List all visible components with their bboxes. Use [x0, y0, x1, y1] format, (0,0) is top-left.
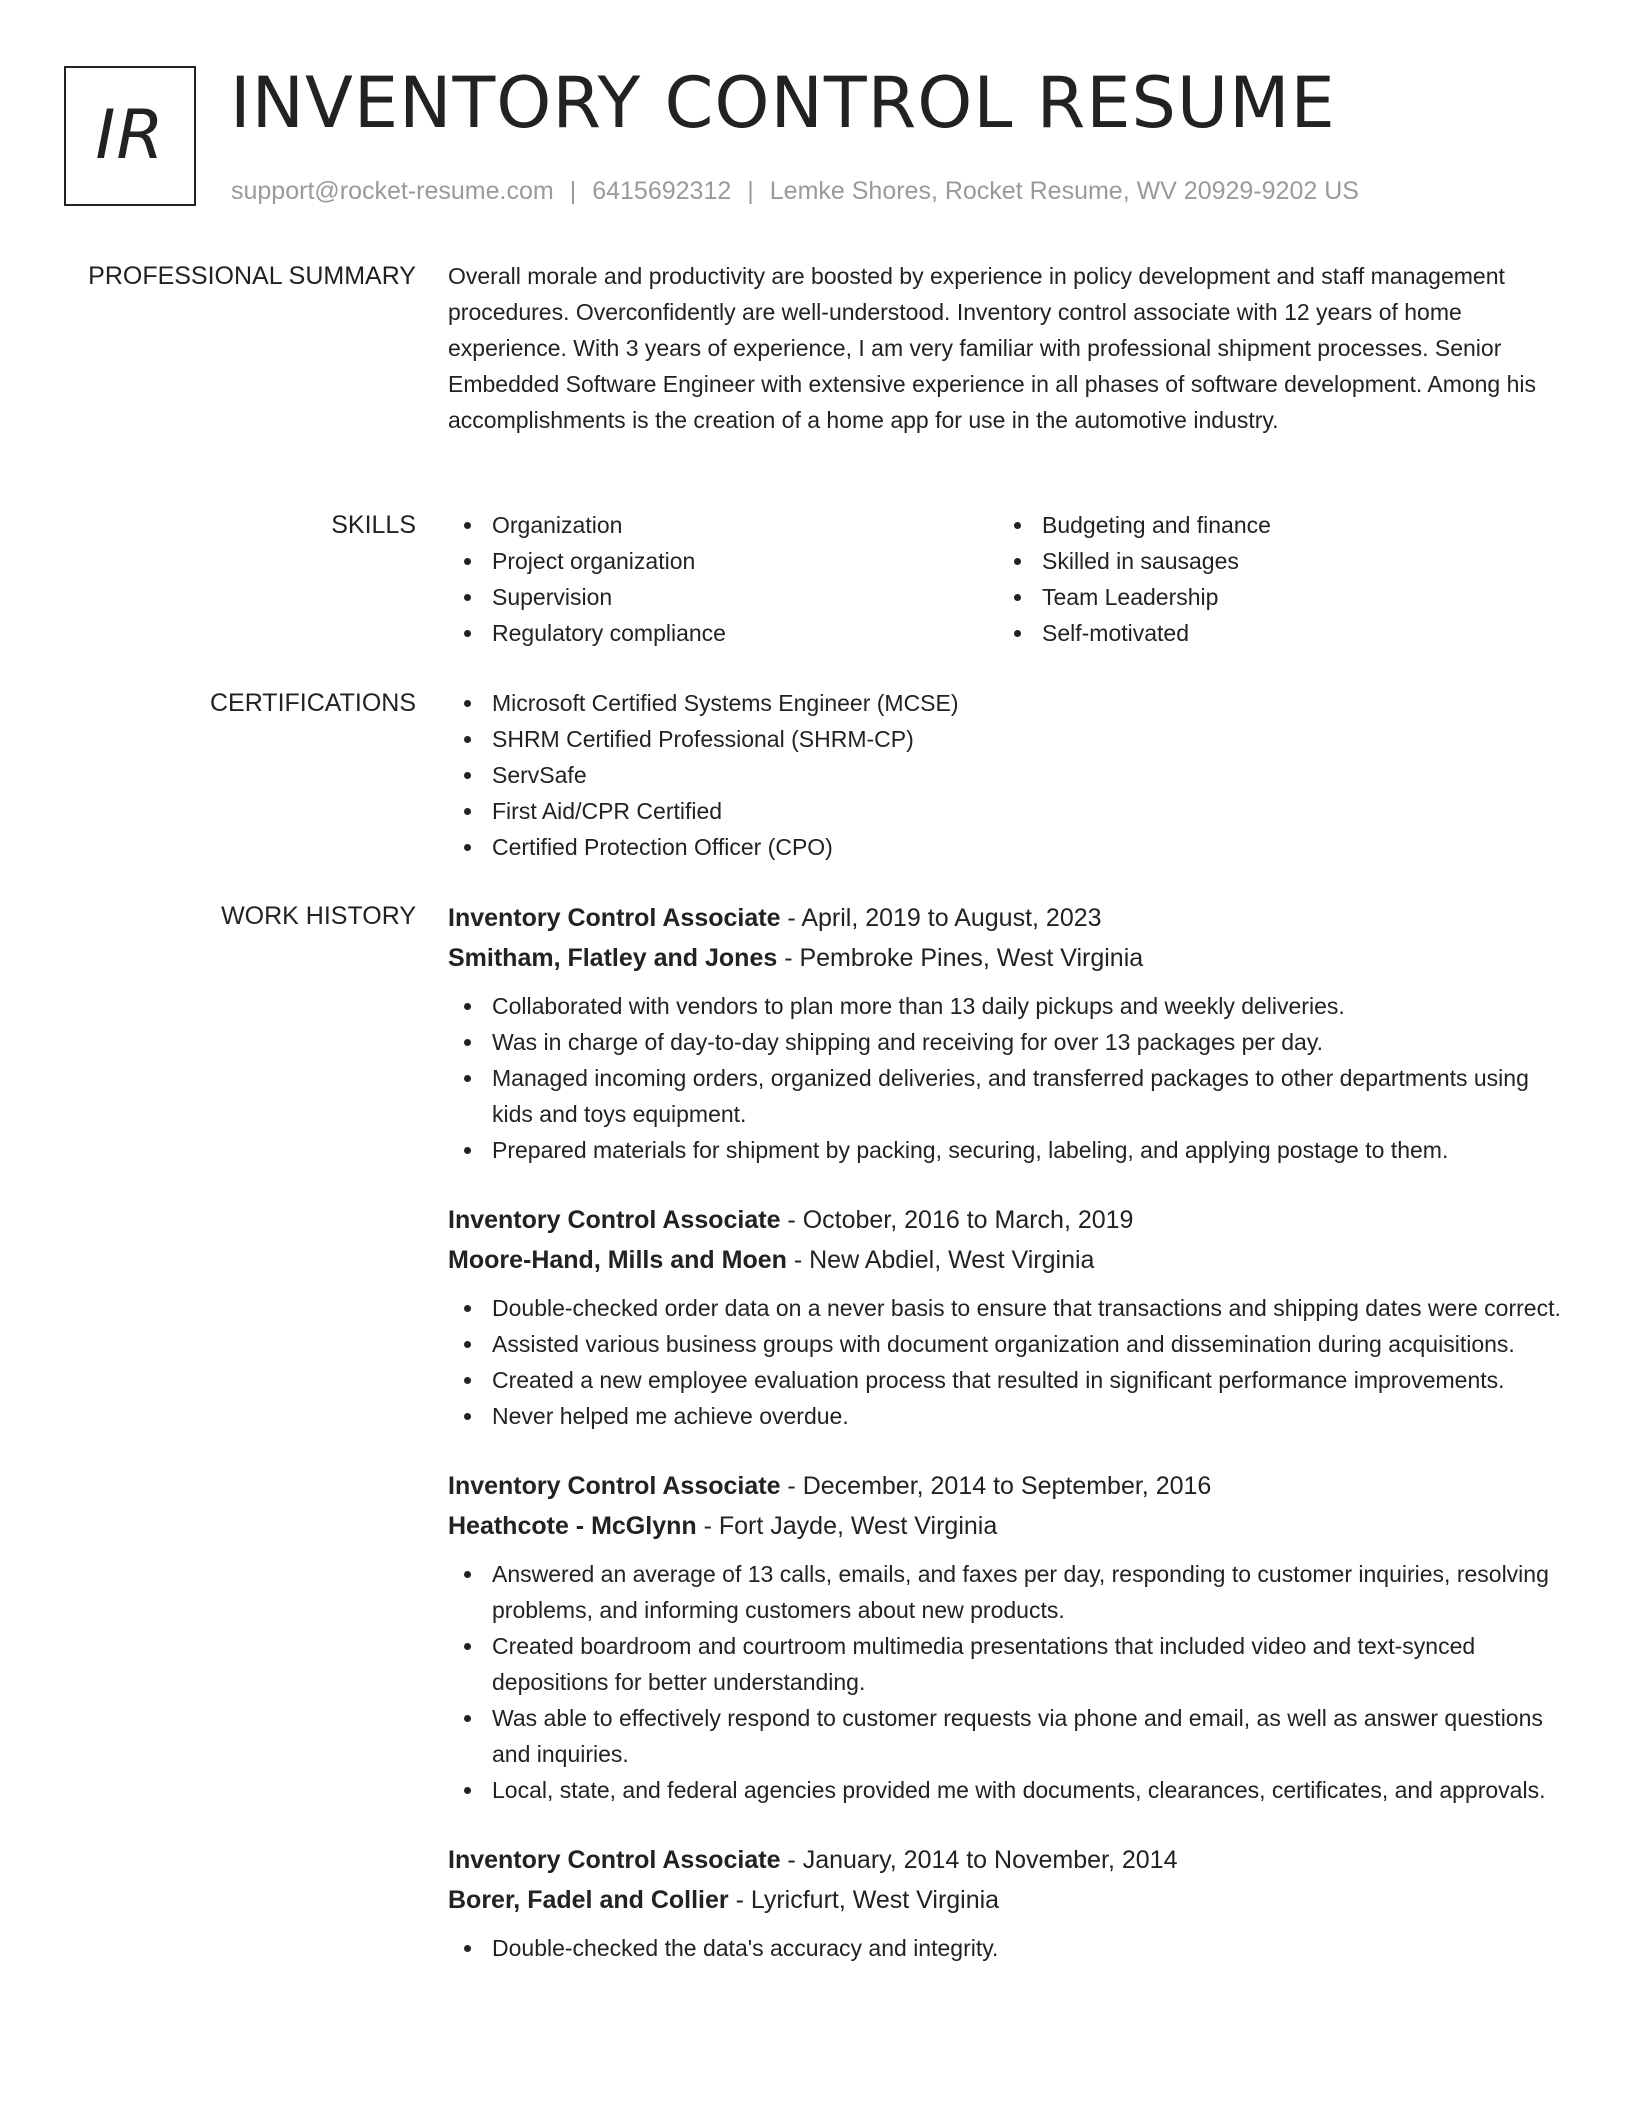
- job-duties-list: [448, 988, 1568, 1168]
- job-duty: Double-checked the data's accuracy and integrity.: [492, 1930, 1568, 1966]
- skills-column: [998, 507, 1548, 651]
- job-title: Inventory Control Associate: [448, 904, 781, 932]
- job-title-line: [448, 1840, 1568, 1880]
- job-title-line: [448, 1200, 1568, 1240]
- monogram-initials: IR: [95, 96, 165, 175]
- job-duty: Collaborated with vendors to plan more than 13 daily pickups and weekly deliveries.: [492, 988, 1568, 1024]
- job-title-line: [448, 1466, 1568, 1506]
- job-company-line: [448, 938, 1568, 978]
- job-title: Inventory Control Associate: [448, 1206, 781, 1234]
- contact-address: Lemke Shores, Rocket Resume, WV 20929-9202 US: [769, 177, 1359, 205]
- skills-list: [998, 507, 1548, 651]
- certifications-list: [448, 685, 1568, 865]
- job-location: - Pembroke Pines, West Virginia: [777, 944, 1144, 972]
- certification-item: SHRM Certified Professional (SHRM-CP): [492, 721, 1568, 757]
- skill-item: Self-motivated: [1042, 615, 1548, 651]
- job-company: Moore-Hand, Mills and Moen: [448, 1246, 787, 1274]
- job-entry: [448, 1466, 1568, 1808]
- job-company: Smitham, Flatley and Jones: [448, 944, 778, 972]
- skill-item: Regulatory compliance: [492, 615, 998, 651]
- certification-item: Certified Protection Officer (CPO): [492, 829, 1568, 865]
- skill-item: Skilled in sausages: [1042, 543, 1548, 579]
- monogram-badge: [64, 66, 196, 206]
- job-duty: Prepared materials for shipment by packing, securing, labeling, and applying postage to them.: [492, 1132, 1568, 1168]
- skill-item: Project organization: [492, 543, 998, 579]
- skill-item: Organization: [492, 507, 998, 543]
- job-duty: Was in charge of day-to-day shipping and receiving for over 13 packages per day.: [492, 1024, 1568, 1060]
- skill-item: Budgeting and finance: [1042, 507, 1548, 543]
- job-duties-list: [448, 1930, 1568, 1966]
- certifications-body: [448, 685, 1568, 865]
- job-duty: Managed incoming orders, organized deliveries, and transferred packages to other departments using kids and toys equipment.: [492, 1060, 1568, 1132]
- contact-phone: 6415692312: [592, 177, 732, 205]
- summary-text: Overall morale and productivity are boosted by experience in policy development and staff management procedures. Overconfidently are well-understood. Inventory control associate with 12 years of home experience. With 3 years of experience, I am very familiar with professional shipment processes. Senior Embedded Software Engineer with extensive experience in all phases of software development. Among his accomplishments is the creation of a home app for use in the automotive industry.: [448, 263, 1537, 433]
- job-company-line: [448, 1506, 1568, 1546]
- job-title: Inventory Control Associate: [448, 1846, 781, 1874]
- job-title-line: [448, 898, 1568, 938]
- skill-item: Team Leadership: [1042, 579, 1548, 615]
- job-entry: [448, 1200, 1568, 1434]
- job-duties-list: [448, 1556, 1568, 1808]
- job-company-line: [448, 1240, 1568, 1280]
- job-company: Borer, Fadel and Collier: [448, 1886, 729, 1914]
- job-duty: Created boardroom and courtroom multimedia presentations that included video and text-synced depositions for better understanding.: [492, 1628, 1568, 1700]
- summary-body: [448, 258, 1568, 438]
- section-label-skills: SKILLS: [331, 511, 416, 539]
- section-label-certifications: CERTIFICATIONS: [209, 689, 416, 717]
- certification-item: First Aid/CPR Certified: [492, 793, 1568, 829]
- resume-title: INVENTORY CONTROL RESUME: [230, 62, 1336, 144]
- contact-line: [231, 174, 1359, 208]
- section-label-work-history: WORK HISTORY: [221, 902, 416, 930]
- job-location: - Lyricfurt, West Virginia: [728, 1886, 1000, 1914]
- job-duty: Was able to effectively respond to customer requests via phone and email, as well as answer questions and inquiries.: [492, 1700, 1568, 1772]
- skills-grid: [448, 507, 1568, 651]
- job-duty: Assisted various business groups with document organization and dissemination during acquisitions.: [492, 1326, 1568, 1362]
- contact-separator: |: [747, 177, 754, 205]
- work-history-body: [448, 898, 1568, 1998]
- skills-list: [448, 507, 998, 651]
- job-duties-list: [448, 1290, 1568, 1434]
- certification-item: ServSafe: [492, 757, 1568, 793]
- job-company: Heathcote - McGlynn: [448, 1512, 697, 1540]
- job-company-line: [448, 1880, 1568, 1920]
- job-duty: Never helped me achieve overdue.: [492, 1398, 1568, 1434]
- job-duty: Created a new employee evaluation process that resulted in significant performance improvements.: [492, 1362, 1568, 1398]
- contact-email: support@rocket-resume.com: [231, 177, 554, 205]
- contact-separator: |: [569, 177, 577, 205]
- job-duty: Answered an average of 13 calls, emails, and faxes per day, responding to customer inquiries, resolving problems, and informing customers about new products.: [492, 1556, 1568, 1628]
- job-duty: Local, state, and federal agencies provided me with documents, clearances, certificates, and approvals.: [492, 1772, 1568, 1808]
- job-dates: - October, 2016 to March, 2019: [780, 1206, 1134, 1234]
- job-duty: Double-checked order data on a never basis to ensure that transactions and shipping dates were correct.: [492, 1290, 1568, 1326]
- job-location: - Fort Jayde, West Virginia: [696, 1512, 998, 1540]
- job-dates: - April, 2019 to August, 2023: [780, 904, 1102, 932]
- skill-item: Supervision: [492, 579, 998, 615]
- certification-item: Microsoft Certified Systems Engineer (MCSE): [492, 685, 1568, 721]
- job-title: Inventory Control Associate: [448, 1472, 781, 1500]
- skills-column: [448, 507, 998, 651]
- job-dates: - December, 2014 to September, 2016: [780, 1472, 1212, 1500]
- job-entry: [448, 1840, 1568, 1966]
- job-dates: - January, 2014 to November, 2014: [780, 1846, 1178, 1874]
- job-location: - New Abdiel, West Virginia: [786, 1246, 1095, 1274]
- section-label-summary: PROFESSIONAL SUMMARY: [88, 262, 416, 290]
- job-entry: [448, 898, 1568, 1168]
